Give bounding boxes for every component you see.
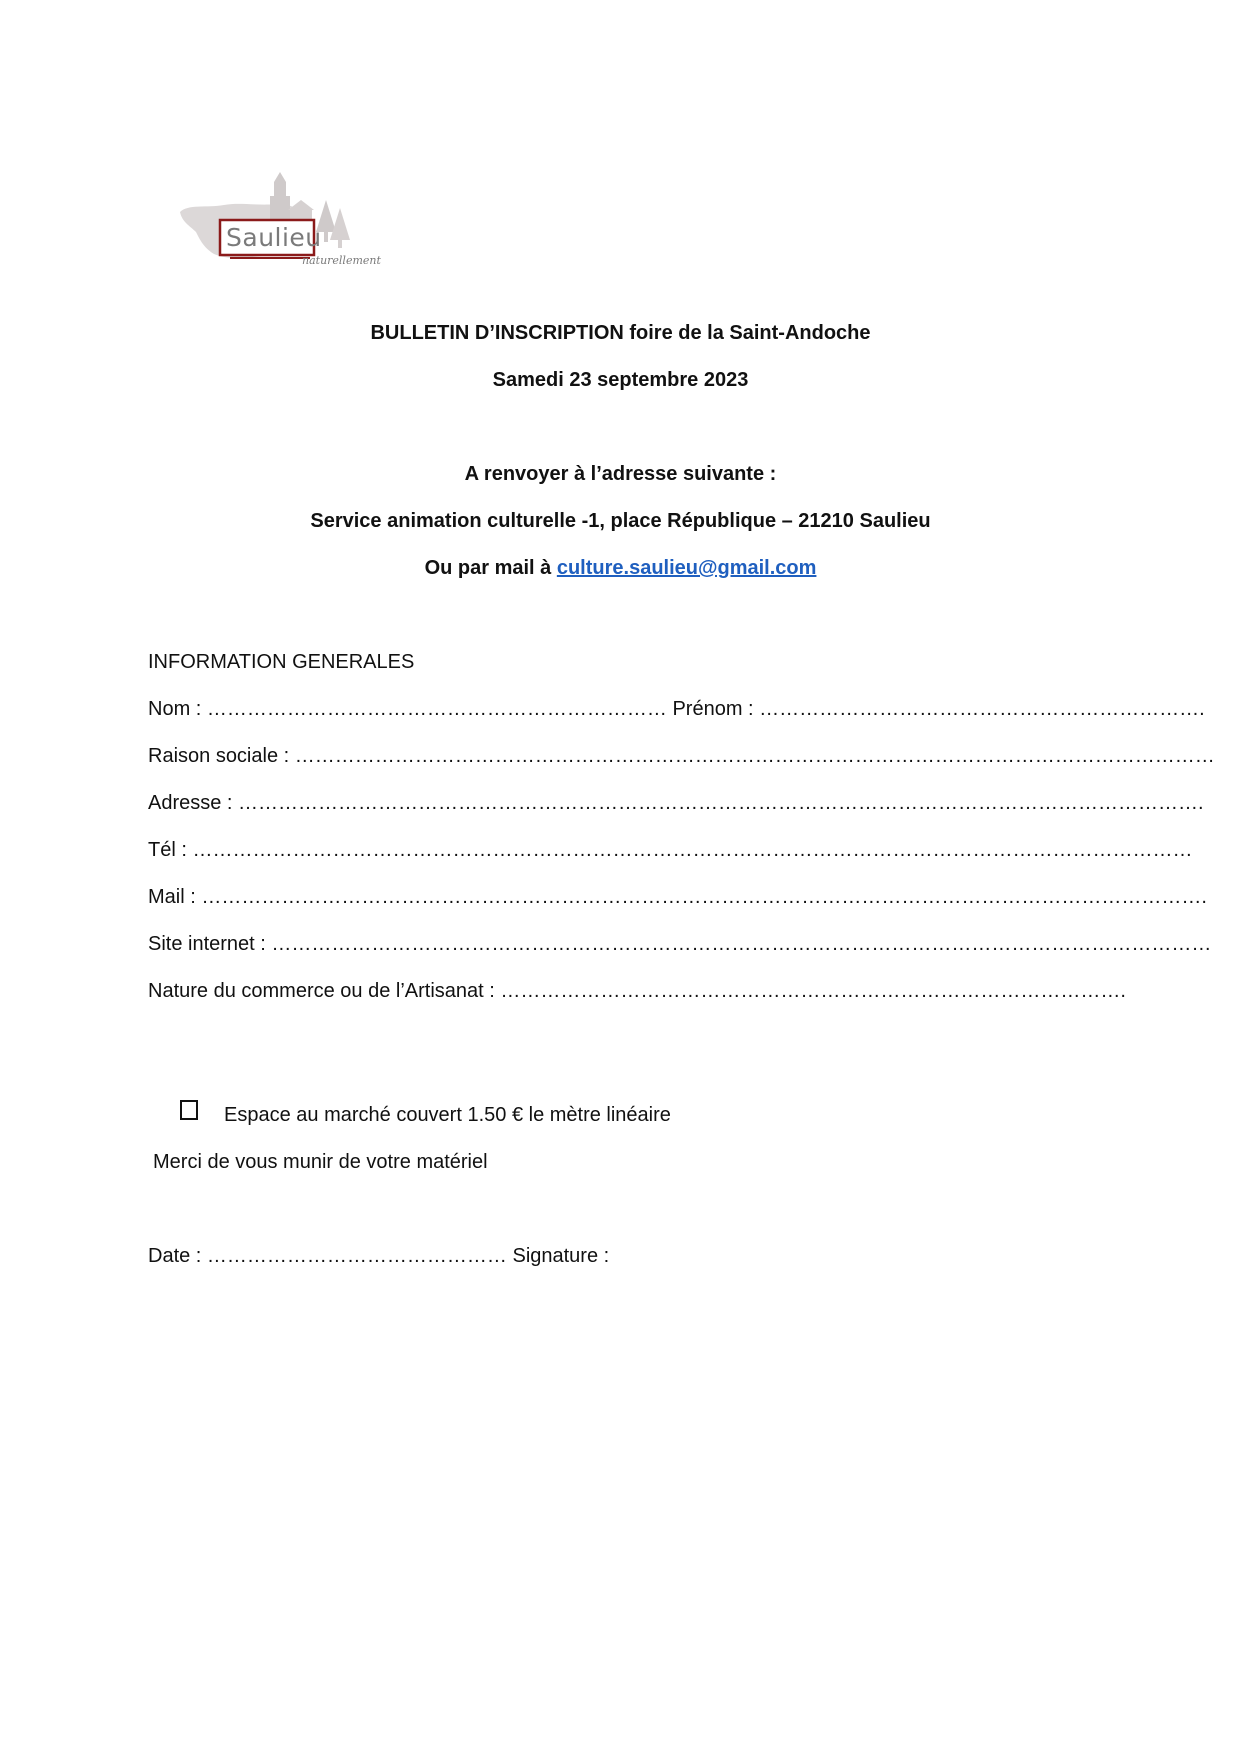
date-signature-line: Date : ……………………………………… Signature : [148,1245,610,1267]
raison-sociale-field: Raison sociale : ………………………………………………………………………………………………………………………… [148,745,1215,767]
saulieu-logo [178,170,381,270]
tel-field: Tél : …………………………………………………………………………………………………………………………………… [148,839,1193,861]
mail-line [0,557,1241,580]
document-title: BULLETIN D’INSCRIPTION foire de la Saint-Andoche [370,322,871,344]
nom-prenom-field: Nom : …………………………………………………………… Prénom : …………………………………………………………. [148,698,1205,720]
event-date: Samedi 23 septembre 2023 [492,369,749,391]
nature-commerce-field: Nature du commerce ou de l’Artisanat : …………………………………………………………………………………. [148,980,1126,1002]
adresse-field: Adresse : ………………………………………………………………………………………………………………………………. [148,792,1204,814]
email-link[interactable]: culture.saulieu@gmail.com [556,557,817,579]
site-internet-field: Site internet : …………………………………………………………………………………………………………………………… [148,933,1212,955]
logo-wordmark: Saulieu [226,223,322,252]
return-address-line: Service animation culturelle -1, place République – 21210 Saulieu [310,510,931,532]
section-title: INFORMATION GENERALES [148,651,415,673]
mail-field: Mail : ……………………………………………………………………………………………………………………………………. [148,886,1207,908]
mail-prefix: Ou par mail à [424,557,557,579]
market-space-label: Espace au marché couvert 1.50 € le mètre linéaire [224,1104,671,1126]
return-address-intro: A renvoyer à l’adresse suivante : [464,463,777,485]
market-space-checkbox[interactable] [180,1100,198,1120]
logo-tagline: naturellement [302,254,381,267]
equipment-note: Merci de vous munir de votre matériel [153,1151,488,1173]
